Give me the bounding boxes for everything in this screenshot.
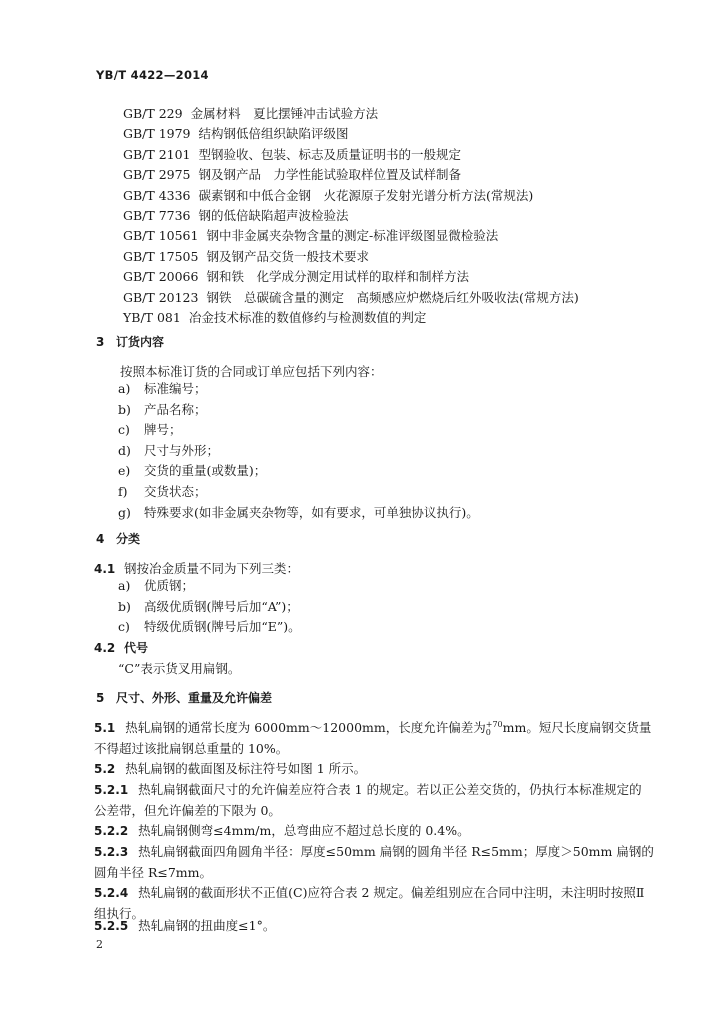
reference-item xyxy=(123,206,579,226)
list-text: 产品名称； xyxy=(144,401,207,417)
reference-item xyxy=(123,104,579,124)
clause-text: 热轧扁钢的截面形状不正值(C)应符合表 2 规定。偏差组别应在合同中注明，未注明时按照Ⅱ组执行。 xyxy=(94,885,645,921)
reference-title: 碳素钢和中低合金钢 火花源原子发射光谱分析方法(常规法) xyxy=(198,187,534,203)
clause-5-2-3 xyxy=(94,842,654,883)
reference-item xyxy=(123,124,579,144)
clause-number: 5.2.4 xyxy=(94,886,129,900)
reference-title: 钢及钢产品交货一般技术要求 xyxy=(206,248,369,264)
section-title: 尺寸、外形、重量及允许偏差 xyxy=(116,691,273,705)
reference-code: GB/T 20123 xyxy=(123,289,199,305)
section-3-heading xyxy=(96,333,164,350)
clause-text: 钢按冶金质量不同为下列三类： xyxy=(124,561,300,576)
section-title: 订货内容 xyxy=(116,335,165,349)
section-number: 5 xyxy=(96,691,105,705)
normative-references-list xyxy=(123,104,579,328)
clause-number: 5.2.2 xyxy=(94,824,129,838)
list-item xyxy=(118,420,479,441)
clause-text: 热轧扁钢截面尺寸的允许偏差应符合表 1 的规定。若以正公差交货的，仍执行本标准规定的公差带，但允许偏差的下限为 0。 xyxy=(94,782,642,818)
list-text: 标准编号； xyxy=(144,381,207,396)
clause-title: 代号 xyxy=(124,641,149,655)
page-number: 2 xyxy=(96,938,103,951)
list-marker: b) xyxy=(118,401,131,417)
section-title: 分类 xyxy=(116,532,141,546)
clause-4-1 xyxy=(94,559,299,577)
clause-5-2-1 xyxy=(94,780,654,821)
reference-title: 钢铁 总碳硫含量的测定 高频感应炉燃烧后红外吸收法(常规方法) xyxy=(206,289,579,305)
reference-item xyxy=(123,288,579,308)
list-text: 优质钢； xyxy=(144,578,195,593)
reference-item xyxy=(123,247,579,267)
reference-code: GB/T 17505 xyxy=(123,248,199,264)
clause-5-2-2 xyxy=(94,821,654,842)
clause-text: mm。短尺长度扁钢交货量不得超过该批扁钢总重量的 10%。 xyxy=(94,720,652,756)
quality-class-list xyxy=(118,576,301,638)
length-tolerance: +70 0 xyxy=(485,719,503,737)
reference-title: 冶金技术标准的数值修约与检测数值的判定 xyxy=(188,309,427,325)
list-text: 特级优质钢(牌号后加“E”)。 xyxy=(144,619,301,635)
list-text: 高级优质钢(牌号后加“A”)； xyxy=(144,598,299,614)
reference-item xyxy=(123,165,579,185)
clause-text: 热轧扁钢侧弯≤4mm/m，总弯曲应不超过总长度的 0.4%。 xyxy=(138,823,470,838)
clause-text: 热轧扁钢的扭曲度≤1°。 xyxy=(138,918,276,933)
clause-text: 热轧扁钢的通常长度为 6000mm～12000mm，长度允许偏差为 xyxy=(125,720,486,735)
reference-title: 钢中非金属夹杂物含量的测定-标准评级图显微检验法 xyxy=(206,228,499,244)
reference-code: GB/T 4336 xyxy=(123,187,191,203)
list-marker: a) xyxy=(118,381,131,396)
list-item xyxy=(118,576,301,597)
list-marker: a) xyxy=(118,578,131,593)
clause-5-2 xyxy=(94,759,654,780)
clause-number: 4.1 xyxy=(94,562,116,576)
list-text: 特殊要求(如非金属夹杂物等，如有要求，可单独协议执行)。 xyxy=(144,504,479,520)
list-item xyxy=(118,503,479,524)
clause-text: 热轧扁钢截面四角圆角半径：厚度≤50mm 扁钢的圆角半径 R≤5mm；厚度＞50mm 扁钢的圆角半径 R≤7mm。 xyxy=(94,844,654,880)
section-number: 3 xyxy=(96,335,105,349)
reference-code: GB/T 1979 xyxy=(123,126,191,142)
list-item xyxy=(118,482,479,503)
reference-title: 金属材料 夏比摆锤冲击试验方法 xyxy=(190,106,379,121)
list-text: 牌号； xyxy=(144,422,182,438)
reference-item xyxy=(123,308,579,328)
list-marker: g) xyxy=(118,504,131,520)
reference-code: YB/T 081 xyxy=(123,309,181,325)
list-marker: f) xyxy=(118,483,128,499)
clause-number: 4.2 xyxy=(94,641,116,655)
reference-item xyxy=(123,267,579,287)
clause-4-2-text: “C”表示货叉用扁钢。 xyxy=(118,661,241,676)
clause-text: 热轧扁钢的截面图及标注符号如图 1 所示。 xyxy=(125,761,367,776)
reference-code: GB/T 229 xyxy=(123,106,183,121)
list-text: 尺寸与外形； xyxy=(144,442,220,458)
section-number: 4 xyxy=(96,532,105,546)
clause-number: 5.2.5 xyxy=(94,919,129,933)
reference-code: GB/T 2975 xyxy=(123,167,191,183)
reference-code: GB/T 20066 xyxy=(123,269,199,285)
reference-title: 钢和铁 化学成分测定用试样的取样和制样方法 xyxy=(206,269,469,285)
reference-title: 钢的低倍缺陷超声波检验法 xyxy=(198,207,349,223)
reference-code: GB/T 7736 xyxy=(123,207,191,223)
reference-code: GB/T 2101 xyxy=(123,146,191,162)
reference-title: 钢及钢产品 力学性能试验取样位置及试样制备 xyxy=(198,167,462,183)
list-marker: c) xyxy=(118,422,130,438)
clause-number: 5.2.1 xyxy=(94,783,129,797)
list-item xyxy=(118,461,479,482)
list-text: 交货状态； xyxy=(144,483,207,499)
order-content-list xyxy=(118,379,479,523)
list-item xyxy=(118,400,479,421)
reference-item xyxy=(123,186,579,206)
clause-number: 5.2 xyxy=(94,762,116,776)
section-5-heading xyxy=(96,689,272,706)
list-item xyxy=(118,441,479,462)
standard-code: YB/T 4422—2014 xyxy=(96,68,209,82)
list-marker: b) xyxy=(118,598,131,614)
reference-item xyxy=(123,226,579,246)
clause-number: 5.2.3 xyxy=(94,845,129,859)
reference-title: 结构钢低倍组织缺陷评级图 xyxy=(198,126,349,142)
list-marker: c) xyxy=(118,619,130,635)
clause-5-2-5 xyxy=(94,916,654,937)
list-item xyxy=(118,379,479,400)
clause-5-1 xyxy=(94,718,654,759)
section-3-intro: 按照本标准订货的合同或订单应包括下列内容： xyxy=(120,364,383,379)
reference-code: GB/T 10561 xyxy=(123,228,199,244)
section-4-heading xyxy=(96,530,140,547)
clause-number: 5.1 xyxy=(94,721,116,735)
clause-4-2-heading xyxy=(94,639,148,656)
list-marker: e) xyxy=(118,463,131,479)
list-marker: d) xyxy=(118,442,131,458)
list-item xyxy=(118,597,301,618)
reference-title: 型钢验收、包装、标志及质量证明书的一般规定 xyxy=(198,146,462,162)
list-item xyxy=(118,617,301,638)
reference-item xyxy=(123,145,579,165)
list-text: 交货的重量(或数量)； xyxy=(144,463,267,479)
